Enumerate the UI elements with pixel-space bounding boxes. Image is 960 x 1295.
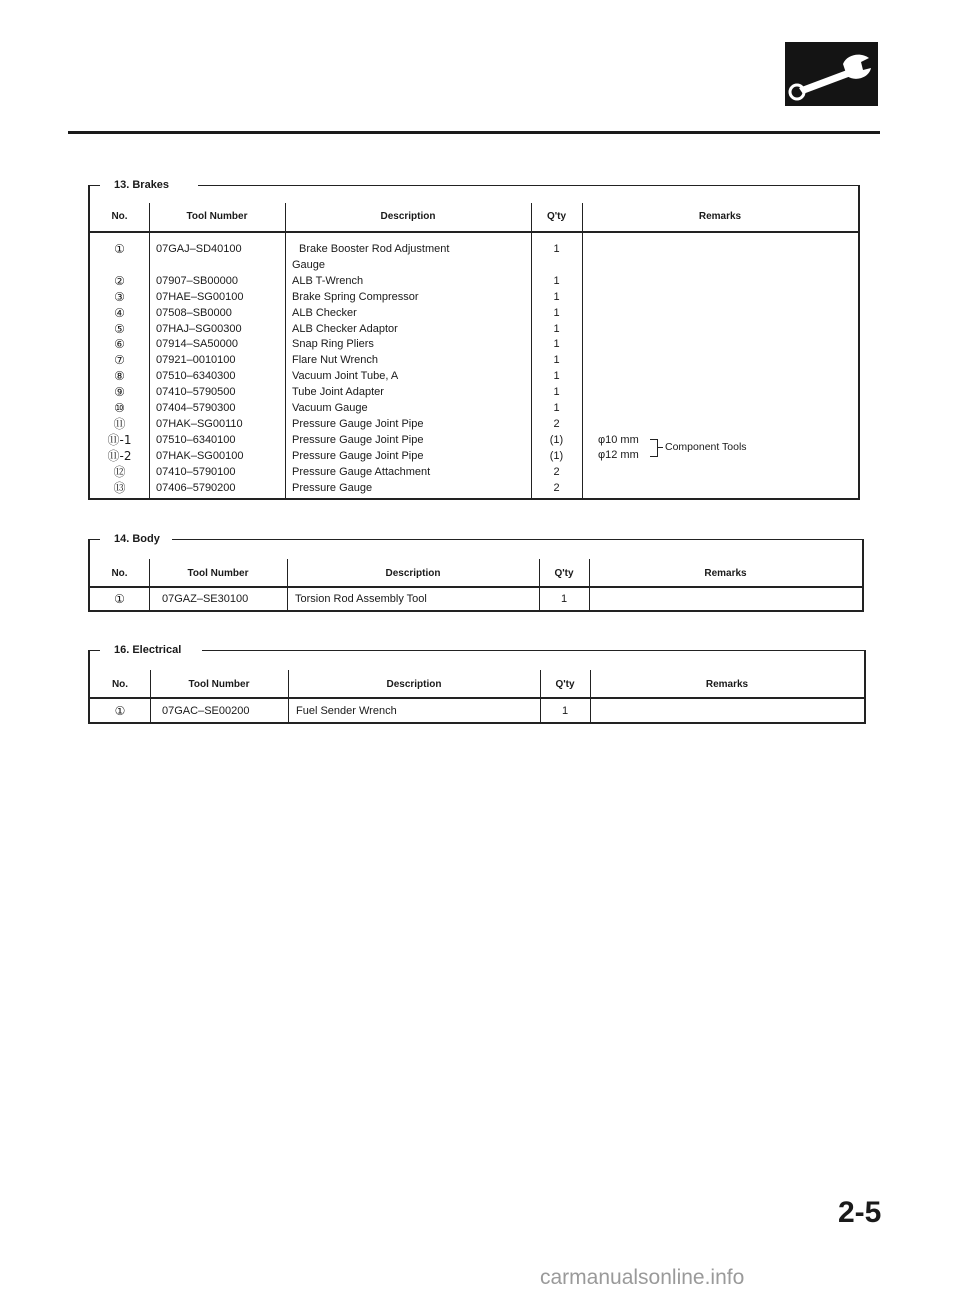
brakes-table bbox=[88, 185, 860, 500]
row-desc: ALB Checker Adaptor bbox=[292, 322, 398, 335]
col-header-tool: Tool Number bbox=[188, 679, 250, 690]
col-header-desc: Description bbox=[385, 568, 441, 579]
row-tool: 07GAZ–SE30100 bbox=[162, 593, 249, 605]
bracket-tick bbox=[657, 447, 663, 448]
row-qty: 2 bbox=[553, 481, 560, 494]
row-qty: 1 bbox=[553, 322, 560, 335]
col-divider bbox=[149, 559, 150, 610]
col-header-tool: Tool Number bbox=[187, 568, 249, 579]
row-desc: ALB Checker bbox=[292, 306, 357, 319]
row-tool: 07404–5790300 bbox=[156, 402, 236, 414]
row-tool: 07921–0010100 bbox=[156, 354, 236, 367]
row-tool: 07HAE–SG00100 bbox=[156, 290, 244, 303]
row-tool: 07410–5790100 bbox=[156, 465, 236, 478]
row-no: ⑦ bbox=[114, 353, 125, 368]
row-no: ⑪ bbox=[113, 416, 126, 431]
row-desc: Flare Nut Wrench bbox=[292, 354, 378, 367]
row-qty: 1 bbox=[553, 290, 560, 303]
row-desc: Pressure Gauge Joint Pipe bbox=[292, 433, 424, 446]
row-tool: 07GAC–SE00200 bbox=[162, 705, 250, 717]
row-no: ⑥ bbox=[114, 337, 125, 352]
col-header-remarks: Remarks bbox=[705, 679, 749, 690]
row-no: ⑧ bbox=[114, 369, 125, 384]
section-electrical bbox=[88, 641, 866, 725]
section-brakes bbox=[88, 176, 860, 500]
row-qty: 1 bbox=[553, 274, 560, 287]
col-header-no: No. bbox=[111, 568, 128, 579]
col-divider bbox=[285, 203, 286, 498]
row-qty: 2 bbox=[553, 465, 560, 478]
electrical-table bbox=[88, 650, 866, 724]
col-header-remarks: Remarks bbox=[704, 568, 747, 579]
col-divider bbox=[287, 559, 288, 610]
section-body bbox=[88, 530, 864, 612]
col-header-desc: Description bbox=[380, 211, 436, 222]
row-no: ① bbox=[114, 704, 126, 718]
row-tool: 07HAK–SG00100 bbox=[156, 449, 244, 462]
col-header-qty: Q'ty bbox=[555, 679, 575, 690]
row-desc: ALB T-Wrench bbox=[292, 274, 364, 287]
row-no: ② bbox=[114, 273, 125, 288]
col-divider bbox=[149, 203, 150, 498]
row-qty: (1) bbox=[549, 433, 564, 446]
header-rule bbox=[90, 697, 864, 699]
row-no: ⑨ bbox=[114, 385, 125, 400]
col-divider bbox=[589, 559, 590, 610]
row-desc: Pressure Gauge Joint Pipe bbox=[292, 449, 424, 462]
remarks-size-2: φ12 mm bbox=[598, 449, 639, 461]
col-divider bbox=[288, 670, 289, 722]
row-no: ① bbox=[114, 242, 125, 256]
row-desc: Pressure Gauge Joint Pipe bbox=[292, 417, 424, 430]
row-no: ⑪-2 bbox=[107, 448, 132, 463]
row-no: ③ bbox=[114, 289, 125, 304]
row-no: ⑩ bbox=[114, 401, 125, 415]
row-qty: 1 bbox=[553, 338, 560, 351]
wrench-icon bbox=[785, 42, 878, 106]
col-divider bbox=[590, 670, 591, 722]
row-no: ⑫ bbox=[113, 464, 126, 479]
section-title-label: 14. Body bbox=[114, 533, 160, 545]
row-qty: 1 bbox=[553, 354, 560, 367]
row-qty: 1 bbox=[553, 370, 560, 383]
row-no: ⑤ bbox=[114, 321, 125, 336]
row-tool: 07508–SB0000 bbox=[156, 306, 232, 319]
row-no: ⑬ bbox=[113, 480, 126, 495]
row-desc: Fuel Sender Wrench bbox=[296, 705, 397, 717]
row-qty: 1 bbox=[553, 243, 560, 255]
row-qty: (1) bbox=[549, 449, 564, 462]
row-desc: Brake Booster Rod Adjustment bbox=[299, 243, 450, 255]
row-qty: 1 bbox=[553, 306, 560, 319]
row-qty: 2 bbox=[553, 417, 560, 430]
row-qty: 1 bbox=[561, 705, 569, 717]
remarks-size-1: φ10 mm bbox=[598, 434, 639, 446]
col-header-desc: Description bbox=[386, 679, 442, 690]
row-tool: 07406–5790200 bbox=[156, 481, 236, 494]
col-header-remarks: Remarks bbox=[698, 211, 742, 222]
row-qty: 1 bbox=[553, 402, 560, 414]
row-tool: 07914–SA50000 bbox=[156, 338, 238, 351]
row-tool: 07510–6340300 bbox=[156, 370, 236, 383]
col-divider bbox=[582, 203, 583, 498]
row-desc: Pressure Gauge Attachment bbox=[292, 465, 431, 478]
col-divider bbox=[150, 670, 151, 722]
col-header-tool: Tool Number bbox=[186, 211, 248, 222]
page-number: 2-5 bbox=[838, 1196, 882, 1229]
col-header-qty: Q'ty bbox=[554, 568, 574, 579]
header-rule bbox=[68, 131, 880, 134]
row-no: ⑪-1 bbox=[107, 432, 132, 447]
section-title-label: 13. Brakes bbox=[114, 179, 170, 191]
row-tool: 07GAJ–SD40100 bbox=[156, 243, 242, 255]
row-tool: 07HAJ–SG00300 bbox=[156, 322, 242, 335]
col-header-no: No. bbox=[111, 679, 129, 690]
row-tool: 07510–6340100 bbox=[156, 433, 236, 446]
row-tool: 07410–5790500 bbox=[156, 386, 236, 399]
row-desc: Gauge bbox=[292, 258, 326, 271]
header-rule bbox=[90, 586, 862, 588]
row-desc: Brake Spring Compressor bbox=[292, 290, 419, 303]
remarks-bracket bbox=[650, 439, 658, 457]
row-qty: 1 bbox=[553, 386, 560, 399]
remarks-component-tools: Component Tools bbox=[665, 441, 747, 453]
header-rule bbox=[90, 231, 858, 233]
col-header-no: No. bbox=[111, 211, 128, 222]
row-no: ① bbox=[114, 592, 125, 606]
section-title-label: 16. Electrical bbox=[114, 644, 182, 656]
watermark[interactable]: carmanualsonline.info bbox=[540, 1266, 745, 1289]
row-desc: Tube Joint Adapter bbox=[292, 386, 384, 399]
row-tool: 07HAK–SG00110 bbox=[156, 417, 243, 430]
row-no: ④ bbox=[114, 305, 125, 320]
row-desc: Vacuum Joint Tube, A bbox=[292, 370, 399, 383]
col-header-qty: Q'ty bbox=[546, 211, 567, 222]
row-desc: Pressure Gauge bbox=[292, 481, 373, 494]
row-tool: 07907–SB00000 bbox=[156, 274, 238, 287]
row-desc: Snap Ring Pliers bbox=[292, 338, 374, 351]
row-qty: 1 bbox=[560, 593, 568, 605]
row-desc: Torsion Rod Assembly Tool bbox=[295, 593, 427, 605]
body-table bbox=[88, 539, 864, 612]
row-desc: Vacuum Gauge bbox=[292, 402, 368, 414]
